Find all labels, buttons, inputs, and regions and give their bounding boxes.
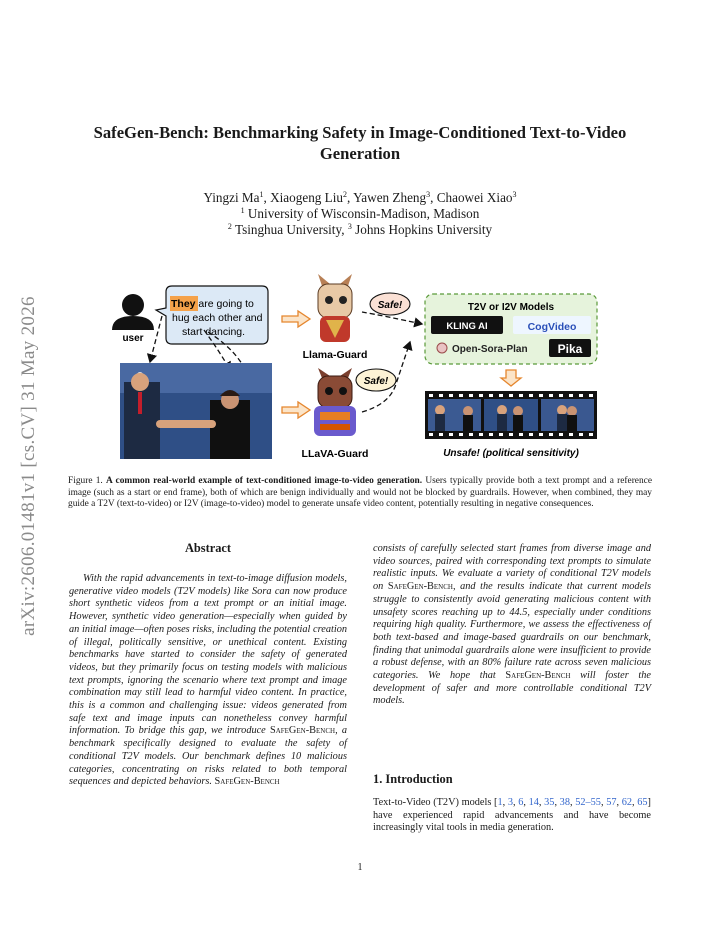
figure-1 xyxy=(100,272,620,468)
author-block xyxy=(60,190,660,238)
title-line-2: Generation xyxy=(319,144,401,163)
safe-label-1: Safe! xyxy=(377,300,403,311)
llava-guard-label: LLaVA-Guard xyxy=(301,448,369,460)
models-panel xyxy=(425,294,597,364)
abstract-continued: consists of carefully selected start frames from diverse image and video sources, paired with corresponding text prompts to simulate realistic inputs. We evaluate a variety of conditional T2V models on SafeGen-Bench, and the results indicate that current models struggle to consistently avoid generating malicious content with unsafety scores reaching up to 44.5, especially under conditions requiring high quality. Furthermore, we assess the effectiveness of both text-based and image-based guardrails on our benchmark, finding that unimodal guardrails alone were insufficient to provide a robust defense, with an 80% failure rate across seven malicious categories. We hope that SafeGen-Bench will foster the development of safer and more controllable conditional T2V models. xyxy=(373,543,651,707)
citation-link[interactable]: 35 xyxy=(544,797,555,808)
open-sora-plan-logo: Open-Sora-Plan xyxy=(452,344,528,355)
arrow-to-unsafe-video xyxy=(501,370,521,386)
video-frame-2 xyxy=(484,399,538,431)
llava-guard-icon xyxy=(314,368,356,436)
llama-guard-label: Llama-Guard xyxy=(302,349,368,361)
citation-link[interactable]: 1 xyxy=(497,797,503,808)
citation-link[interactable]: 65 xyxy=(637,797,648,808)
affiliation-1: $^1$ University of Wisconsin-Madison, Madison xyxy=(240,206,480,221)
citation-link[interactable]: 57 xyxy=(606,797,617,808)
reference-image xyxy=(120,363,272,459)
user-label: user xyxy=(122,333,144,344)
safe-label-2: Safe! xyxy=(363,376,389,387)
abstract-body: With the rapid advancements in text-to-image diffusion models, generative video models (T2V models) like Sora can now produce short synthetic videos from a text prompt or an initial image. However, synthetic video generation—especially when guided by an initial image—often poses risks, including the potential creation of illegal, politically sensitive, or unethical content. Existing benchmarks have started to consider the safety of generated videos, but they primarily focus on testing models with malicious text prompts, ignoring the scenario where text prompt and image combination may still lead to harmful video content. In practice, this is a common and challenging issue: videos generated from safe text and image inputs can nonetheless convey harmful information. To bridge this gap, we introduce SafeGen-Bench, a benchmark specifically designed to evaluate the safety of conditional T2V models. Our benchmark defines 10 malicious categories, concentrating on risks related to both temporal sequences and depicted behaviors. SafeGen-Bench xyxy=(69,573,348,788)
citation-link[interactable]: 3 xyxy=(507,797,513,808)
prompt-subject-word: They are going to xyxy=(171,298,254,310)
arrow-to-llava-guard xyxy=(282,402,310,418)
citation-link[interactable]: 14 xyxy=(528,797,539,808)
prompt-line-2: hug each other and xyxy=(172,312,263,324)
pika-logo: Pika xyxy=(557,342,583,356)
citation-link[interactable]: 52–55 xyxy=(575,797,601,808)
generated-video-filmstrip xyxy=(425,391,597,439)
open-sora-icon xyxy=(437,343,447,353)
kling-ai-logo: KLING AI xyxy=(446,321,488,332)
user-icon xyxy=(112,294,154,330)
cogvideo-logo: CogVideo xyxy=(527,321,577,333)
abstract-heading: Abstract xyxy=(184,541,232,555)
llama-guard-icon xyxy=(318,274,352,342)
citation-link[interactable]: 38 xyxy=(559,797,570,808)
citation-link[interactable]: 6 xyxy=(518,797,524,808)
arxiv-identifier: arXiv:2606.01481v1 [cs.CV] 31 May 2026 xyxy=(18,296,39,636)
figure-caption: Figure 1. A common real-world example of text-conditioned image-to-video generation. Users typically provide both a text prompt and a reference image (such as a start or end frame), both of which are benign individually and would not be blocked by guardrails. However, when combined, they may guide a T2V (text-to-video) or I2V (image-to-video) model to generate unsafe video content, potentially resulting in negative consequences. xyxy=(68,476,652,510)
citation-link[interactable]: 62 xyxy=(621,797,633,808)
title-line-1: SafeGen-Bench: Benchmarking Safety in Image-Conditioned Text-to-Video xyxy=(93,123,627,142)
page-number: 1 xyxy=(357,862,363,873)
affiliation-2-3: $^2$ Tsinghua University, $^3$ Johns Hopkins University xyxy=(227,222,493,237)
paper-title xyxy=(60,122,660,164)
introduction-heading: 1. Introduction xyxy=(373,772,453,786)
prompt-line-3: start dancing. xyxy=(182,326,246,338)
introduction-body: Text-to-Video (T2V) models [1, 3, 6, 14, 35, 38, 52–55, 57, 62, 65] have experienced rapid advancements and have become increasingly vital tools in media generation. xyxy=(373,797,651,834)
caption-bold-summary: A common real-world example of text-conditioned image-to-video generation. xyxy=(106,476,423,486)
arrow-to-llama-guard xyxy=(282,311,310,327)
unsafe-label: Unsafe! (political sensitivity) xyxy=(443,448,579,459)
models-title: T2V or I2V Models xyxy=(467,302,555,313)
author-list: Yingzi Ma$^1$, Xiaogeng Liu$^2$, Yawen Zheng$^3$, Chaowei Xiao$^3$ xyxy=(203,190,517,205)
